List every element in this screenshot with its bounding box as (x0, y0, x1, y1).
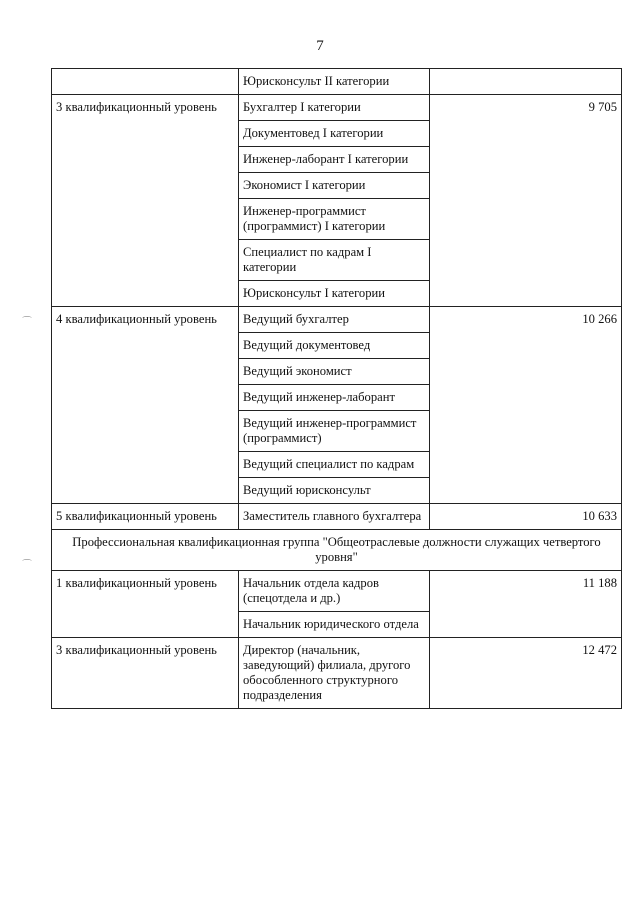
position-cell: Ведущий бухгалтер (239, 307, 430, 333)
position-cell: Ведущий специалист по кадрам (239, 452, 430, 478)
salary-cell (430, 69, 622, 95)
position-cell: Директор (начальник, заведующий) филиала, другого обособленного структурного подразделения (239, 638, 430, 709)
salary-cell: 11 188 (430, 571, 622, 638)
position-cell: Заместитель главного бухгалтера (239, 504, 430, 530)
position-cell: Ведущий экономист (239, 359, 430, 385)
level-cell: 1 квалификационный уровень (52, 571, 239, 638)
position-cell: Инженер-лаборант I категории (239, 147, 430, 173)
position-cell: Начальник юридического отдела (239, 612, 430, 638)
position-cell: Ведущий документовед (239, 333, 430, 359)
position-cell: Инженер-программист (программист) I категории (239, 199, 430, 240)
salary-table (51, 68, 622, 709)
salary-cell: 10 266 (430, 307, 622, 504)
position-cell: Начальник отдела кадров (спецотдела и др.) (239, 571, 430, 612)
level-cell: 3 квалификационный уровень (52, 95, 239, 307)
level-cell: 5 квалификационный уровень (52, 504, 239, 530)
position-cell: Ведущий инженер-лаборант (239, 385, 430, 411)
salary-cell: 12 472 (430, 638, 622, 709)
position-cell: Юрисконсульт I категории (239, 281, 430, 307)
scan-mark: ⌒ (22, 560, 32, 571)
position-cell: Ведущий юрисконсульт (239, 478, 430, 504)
group-header: Профессиональная квалификационная группа "Общеотраслевые должности служащих четвертого уровня" (52, 530, 622, 571)
position-cell: Бухгалтер I категории (239, 95, 430, 121)
level-cell: 4 квалификационный уровень (52, 307, 239, 504)
position-cell: Юрисконсульт II категории (239, 69, 430, 95)
table-row (52, 307, 622, 333)
position-cell: Специалист по кадрам I категории (239, 240, 430, 281)
position-cell: Документовед I категории (239, 121, 430, 147)
table-row (52, 571, 622, 612)
group-header-row (52, 530, 622, 571)
table-row (52, 638, 622, 709)
page-number: 7 (316, 38, 324, 54)
position-cell: Экономист I категории (239, 173, 430, 199)
level-cell (52, 69, 239, 95)
scan-mark: ⌒ (22, 317, 32, 328)
table-row (52, 69, 622, 95)
salary-cell: 9 705 (430, 95, 622, 307)
table-row (52, 504, 622, 530)
level-cell: 3 квалификационный уровень (52, 638, 239, 709)
table-row (52, 95, 622, 121)
position-cell: Ведущий инженер-программист (программист) (239, 411, 430, 452)
salary-cell: 10 633 (430, 504, 622, 530)
